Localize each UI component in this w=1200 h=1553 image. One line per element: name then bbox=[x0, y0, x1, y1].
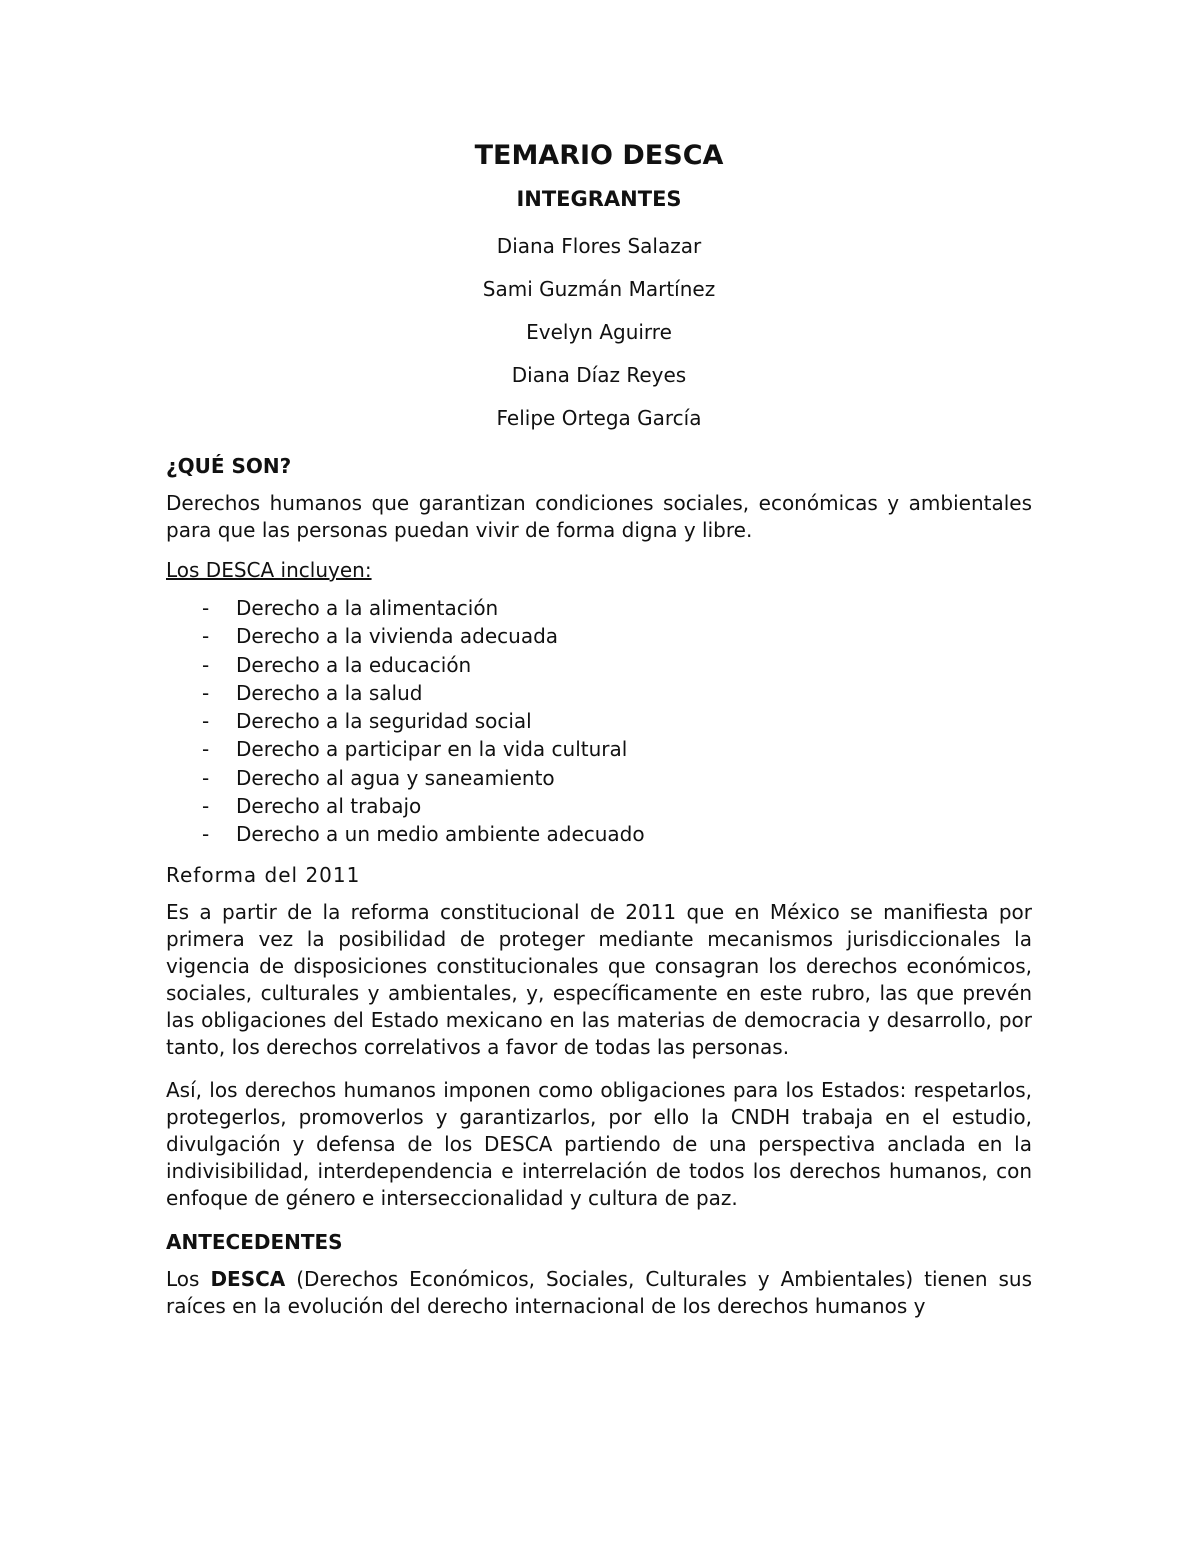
list-item bbox=[166, 707, 1032, 735]
que-son-heading: ¿QUÉ SON? bbox=[166, 454, 292, 478]
list-item-text: Derecho al agua y saneamiento bbox=[236, 765, 555, 790]
dash-bullet: - bbox=[202, 737, 210, 762]
members-list bbox=[166, 225, 1032, 440]
reforma-paragraph: Es a partir de la reforma constitucional de 2011 que en México se manifiesta por primera vez la posibilidad de proteger mediante mecanismos jurisdiccionales la vigencia de disposiciones constitucionales que consagran los derechos económicos, sociales, culturales y ambientales, y, específicamente en este rubro, las que prevén las obligaciones del Estado mexicano en las materias de democracia y desarrollo, por tanto, los derechos correlativos a favor de todas las personas. bbox=[166, 899, 1032, 1059]
que-son-text: Derechos humanos que garantizan condiciones sociales, económicas y ambientales para que las personas puedan vivir de forma digna y libre. bbox=[166, 491, 1032, 542]
document-page bbox=[166, 136, 1032, 1320]
list-item bbox=[166, 735, 1032, 763]
antecedentes-rest: (Derechos Económicos, Sociales, Culturales y Ambientales) tienen sus raíces en la evolución del derecho internacional de los derechos humanos y bbox=[166, 1266, 1032, 1318]
antecedentes-lead: Los bbox=[166, 1266, 211, 1291]
antecedentes-heading: ANTECEDENTES bbox=[166, 1229, 343, 1254]
list-item bbox=[166, 820, 1032, 848]
antecedentes-paragraph bbox=[166, 1266, 1032, 1320]
dash-bullet: - bbox=[202, 822, 210, 847]
dash-bullet: - bbox=[202, 765, 210, 790]
member-name: Diana Flores Salazar bbox=[496, 234, 702, 258]
dash-bullet: - bbox=[202, 652, 210, 677]
list-item bbox=[166, 764, 1032, 792]
member-name: Evelyn Aguirre bbox=[526, 320, 672, 344]
dash-bullet: - bbox=[202, 624, 210, 649]
reforma-paragraph: Así, los derechos humanos imponen como obligaciones para los Estados: respetarlos, protegerlos, promoverlos y garantizarlos, por ello la CNDH trabaja en el estudio, divulgación y defensa de los DESCA partiendo de una perspectiva anclada en la indivisibilidad, interdependencia e interrelación de todos los derechos humanos, con enfoque de género e interseccionalidad y cultura de paz. bbox=[166, 1077, 1032, 1210]
dash-bullet: - bbox=[202, 709, 210, 734]
list-item-text: Derecho a participar en la vida cultural bbox=[236, 737, 628, 762]
member-name: Felipe Ortega García bbox=[496, 406, 702, 430]
list-item bbox=[166, 622, 1032, 650]
dash-bullet: - bbox=[202, 794, 210, 819]
rights-list bbox=[166, 594, 1032, 849]
list-item bbox=[166, 679, 1032, 707]
list-item bbox=[166, 651, 1032, 679]
list-item-text: Derecho a la educación bbox=[236, 652, 472, 677]
incluyen-heading: Los DESCA incluyen: bbox=[166, 558, 372, 582]
list-item-text: Derecho al trabajo bbox=[236, 794, 422, 819]
list-item-text: Derecho a la alimentación bbox=[236, 596, 499, 620]
list-item bbox=[166, 594, 1032, 622]
dash-bullet: - bbox=[202, 596, 210, 620]
list-item bbox=[166, 792, 1032, 820]
list-item-text: Derecho a la vivienda adecuada bbox=[236, 624, 559, 649]
member-name: Sami Guzmán Martínez bbox=[482, 277, 716, 301]
list-item-text: Derecho a la salud bbox=[236, 680, 423, 705]
reforma-heading: Reforma del 2011 bbox=[166, 862, 361, 887]
list-item-text: Derecho a un medio ambiente adecuado bbox=[236, 822, 645, 847]
members-heading: INTEGRANTES bbox=[516, 187, 682, 211]
document-title: TEMARIO DESCA bbox=[474, 140, 724, 171]
dash-bullet: - bbox=[202, 680, 210, 705]
member-name: Diana Díaz Reyes bbox=[511, 363, 687, 387]
list-item-text: Derecho a la seguridad social bbox=[236, 709, 532, 734]
antecedentes-bold: DESCA bbox=[210, 1266, 286, 1291]
